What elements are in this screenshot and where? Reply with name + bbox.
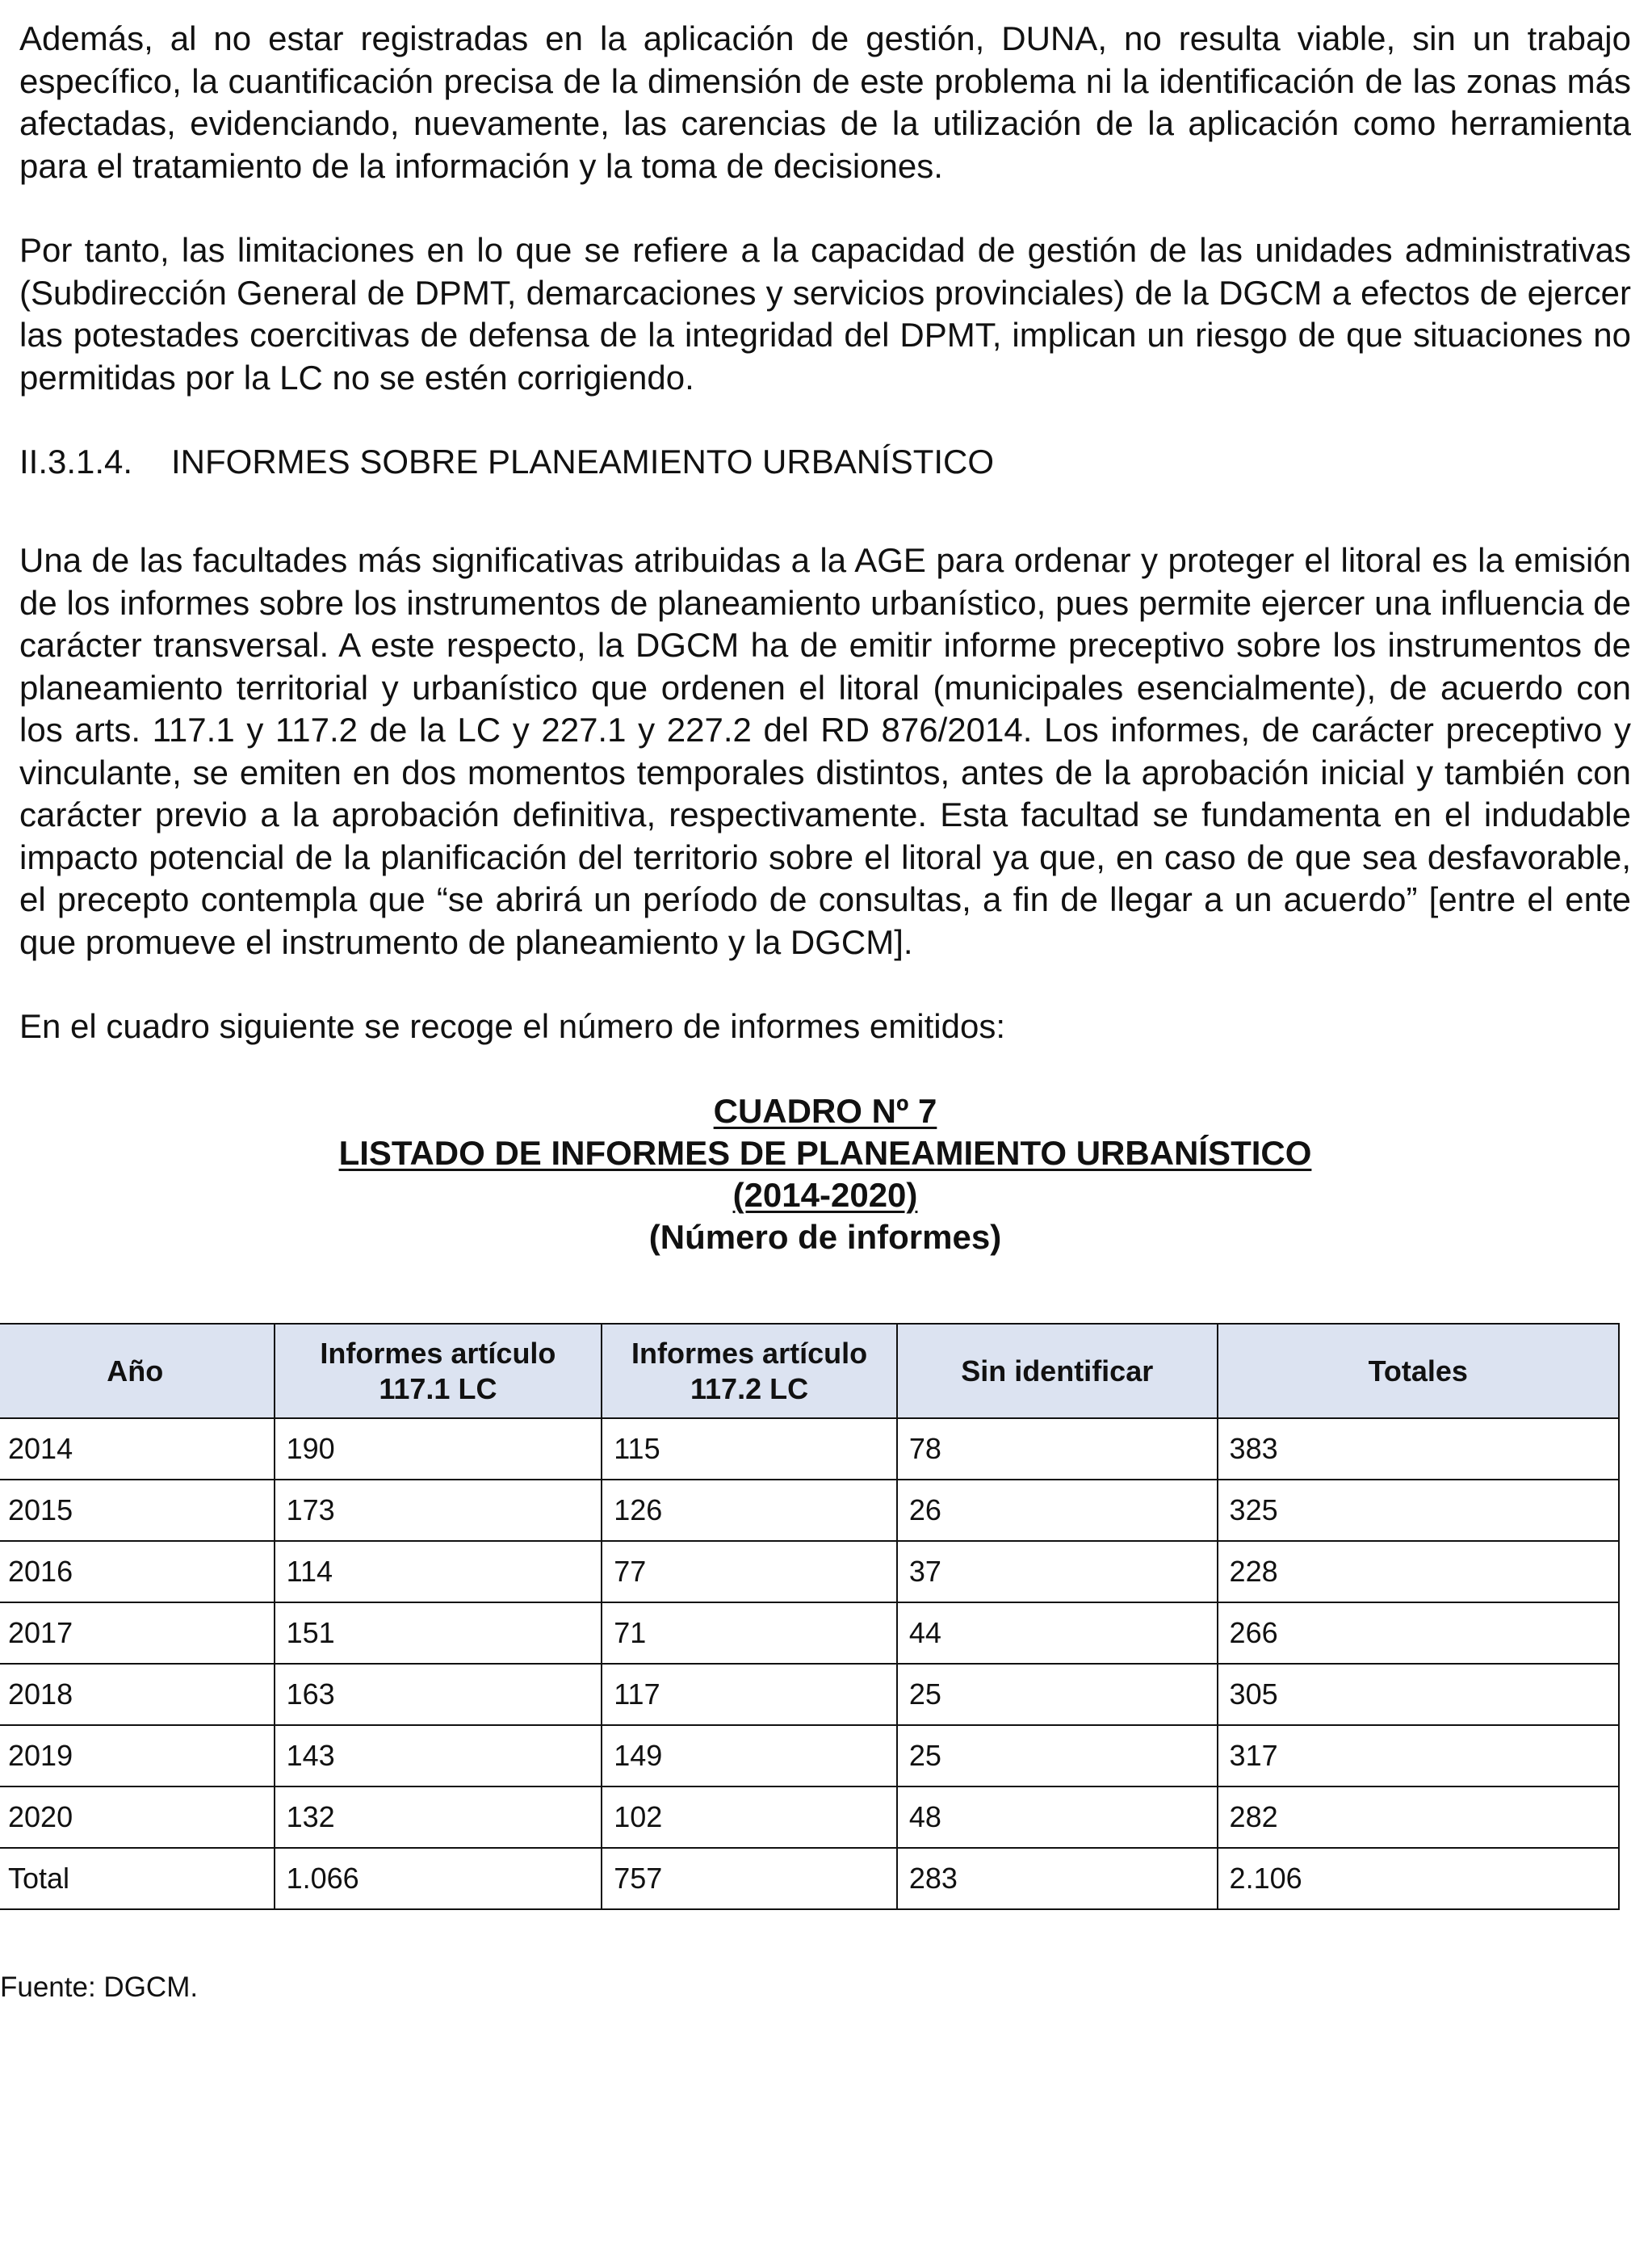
header-informes-117-2: Informes artículo 117.2 LC (602, 1324, 897, 1418)
cell-totales: 266 (1218, 1602, 1619, 1664)
header-ano: Año (0, 1324, 275, 1418)
table-row (0, 1786, 1619, 1848)
caption-title: LISTADO DE INFORMES DE PLANEAMIENTO URBANÍSTICO (338, 1133, 1312, 1172)
caption-number: CUADRO Nº 7 (713, 1091, 937, 1130)
cell-ano: 2016 (0, 1541, 275, 1602)
header-informes-117-1: Informes artículo 117.1 LC (275, 1324, 602, 1418)
section-heading (19, 441, 1631, 483)
table-source-note: Fuente: DGCM. (0, 1971, 199, 2003)
cell-sin-identificar: 37 (897, 1541, 1218, 1602)
table-row (0, 1418, 1619, 1480)
cell-totales: 305 (1218, 1664, 1619, 1725)
cell-totales: 228 (1218, 1541, 1619, 1602)
table-row (0, 1725, 1619, 1786)
cell-totales: 2.106 (1218, 1848, 1619, 1909)
table-header-row (0, 1324, 1619, 1418)
cell-ano: 2018 (0, 1664, 275, 1725)
header-sin-identificar: Sin identificar (897, 1324, 1218, 1418)
header-totales: Totales (1218, 1324, 1619, 1418)
table-row (0, 1602, 1619, 1664)
table-row (0, 1664, 1619, 1725)
paragraph-limitaciones: Por tanto, las limitaciones en lo que se refiere a la capacidad de gestión de las unidades administrativas (Subdirección General de DPMT, demarcaciones y servicios provinciales) de la DGCM a efectos de ejercer las potestades coercitivas de defensa de la integridad del DPMT, implican un riesgo de que situaciones no permitidas por la LC no se estén corrigiendo. (19, 231, 1631, 397)
cell-sin-identificar: 283 (897, 1848, 1218, 1909)
cell-117-2: 757 (602, 1848, 897, 1909)
section-title: INFORMES SOBRE PLANEAMIENTO URBANÍSTICO (171, 443, 995, 481)
cell-totales: 282 (1218, 1786, 1619, 1848)
cell-117-1: 151 (275, 1602, 602, 1664)
cell-sin-identificar: 48 (897, 1786, 1218, 1848)
cell-117-1: 132 (275, 1786, 602, 1848)
cell-sin-identificar: 25 (897, 1664, 1218, 1725)
cell-sin-identificar: 25 (897, 1725, 1218, 1786)
cell-117-2: 115 (602, 1418, 897, 1480)
table-row (0, 1541, 1619, 1602)
cell-117-1: 163 (275, 1664, 602, 1725)
cell-117-2: 149 (602, 1725, 897, 1786)
cell-totales: 317 (1218, 1725, 1619, 1786)
cell-117-2: 126 (602, 1480, 897, 1541)
cell-117-2: 102 (602, 1786, 897, 1848)
cell-sin-identificar: 26 (897, 1480, 1218, 1541)
cell-ano: 2017 (0, 1602, 275, 1664)
paragraph-duna: Además, al no estar registradas en la aplicación de gestión, DUNA, no resulta viable, sin un trabajo específico, la cuantificación precisa de la dimensión de este problema ni la identificación de las zonas más afectadas, evidenciando, nuevamente, las carencias de la utilización de la aplicación como herramienta para el tratamiento de la información y la toma de decisiones. (19, 19, 1631, 185)
cell-117-1: 114 (275, 1541, 602, 1602)
cell-117-2: 77 (602, 1541, 897, 1602)
caption-unit: (Número de informes) (648, 1217, 1002, 1256)
table-row (0, 1480, 1619, 1541)
cell-117-1: 143 (275, 1725, 602, 1786)
table-row-total (0, 1848, 1619, 1909)
cell-117-2: 117 (602, 1664, 897, 1725)
cell-sin-identificar: 44 (897, 1602, 1218, 1664)
cell-ano: 2019 (0, 1725, 275, 1786)
informes-table (0, 1323, 1620, 1910)
cell-117-1: 190 (275, 1418, 602, 1480)
table-caption (19, 1090, 1631, 1258)
cell-totales: 325 (1218, 1480, 1619, 1541)
document-page (19, 18, 1631, 1258)
paragraph-cuadro-intro: En el cuadro siguiente se recoge el número de informes emitidos: (19, 1007, 1005, 1045)
cell-totales: 383 (1218, 1418, 1619, 1480)
cell-117-1: 1.066 (275, 1848, 602, 1909)
cell-sin-identificar: 78 (897, 1418, 1218, 1480)
cell-ano: 2014 (0, 1418, 275, 1480)
cell-117-2: 71 (602, 1602, 897, 1664)
cell-117-1: 173 (275, 1480, 602, 1541)
cell-ano: Total (0, 1848, 275, 1909)
caption-period: (2014-2020) (732, 1175, 918, 1214)
paragraph-facultades: Una de las facultades más significativas atribuidas a la AGE para ordenar y proteger el litoral es la emisión de los informes sobre los instrumentos de planeamiento urbanístico, pues permite ejercer una influencia de carácter transversal. A este respecto, la DGCM ha de emitir informe preceptivo sobre los instrumentos de planeamiento territorial y urbanístico que ordenen el litoral (municipales esencialmente), de acuerdo con los arts. 117.1 y 117.2 de la LC y 227.1 y 227.2 del RD 876/2014. Los informes, de carácter preceptivo y vinculante, se emiten en dos momentos temporales distintos, antes de la aprobación inicial y también con carácter previo a la aprobación definitiva, respectivamente. Esta facultad se fundamenta en el indudable impacto potencial de la planificación del territorio sobre el litoral ya que, en caso de que sea desfavorable, el precepto contempla que “se abrirá un período de consultas, a fin de llegar a un acuerdo” [entre el ente que promueve el instrumento de planeamiento y la DGCM]. (19, 541, 1631, 961)
section-number: II.3.1.4. (19, 443, 133, 481)
cell-ano: 2020 (0, 1786, 275, 1848)
cell-ano: 2015 (0, 1480, 275, 1541)
